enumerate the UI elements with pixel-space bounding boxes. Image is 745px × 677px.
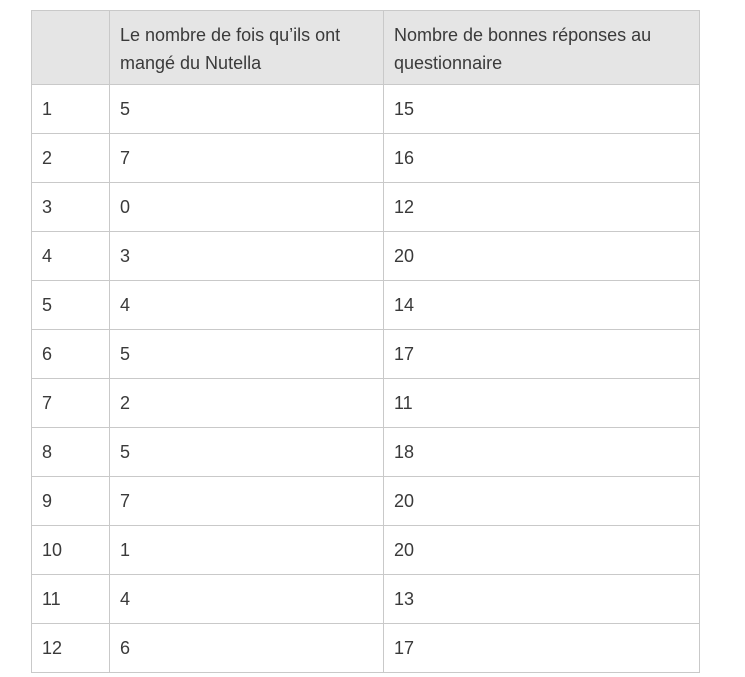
correct-answers-cell: 15 [384, 85, 700, 134]
table-row [32, 281, 700, 330]
table-row [32, 575, 700, 624]
row-index-cell: 2 [32, 134, 110, 183]
nutella-count-cell: 0 [110, 183, 384, 232]
nutella-count-cell: 4 [110, 575, 384, 624]
correct-answers-cell: 18 [384, 428, 700, 477]
header-row [32, 11, 700, 85]
table-row [32, 624, 700, 673]
row-index-cell: 6 [32, 330, 110, 379]
nutella-count-cell: 3 [110, 232, 384, 281]
correct-answers-cell: 12 [384, 183, 700, 232]
table-body [32, 85, 700, 673]
correct-answers-cell: 14 [384, 281, 700, 330]
table-header [32, 11, 700, 85]
nutella-count-cell: 1 [110, 526, 384, 575]
correct-answers-cell: 20 [384, 526, 700, 575]
row-index-cell: 11 [32, 575, 110, 624]
nutella-count-cell: 2 [110, 379, 384, 428]
row-index-cell: 1 [32, 85, 110, 134]
table-row [32, 232, 700, 281]
correct-answers-cell: 13 [384, 575, 700, 624]
row-index-cell: 7 [32, 379, 110, 428]
table-row [32, 428, 700, 477]
table-row [32, 379, 700, 428]
correct-answers-cell: 20 [384, 477, 700, 526]
row-index-cell: 3 [32, 183, 110, 232]
row-index-cell: 10 [32, 526, 110, 575]
correct-answers-cell: 20 [384, 232, 700, 281]
table-row [32, 183, 700, 232]
correct-answers-cell: 17 [384, 624, 700, 673]
data-table [31, 10, 700, 673]
nutella-count-cell: 5 [110, 330, 384, 379]
correct-answers-cell: 16 [384, 134, 700, 183]
nutella-count-cell: 7 [110, 477, 384, 526]
table-row [32, 526, 700, 575]
table-row [32, 134, 700, 183]
row-index-cell: 4 [32, 232, 110, 281]
nutella-count-cell: 5 [110, 428, 384, 477]
nutella-count-cell: 6 [110, 624, 384, 673]
table-row [32, 85, 700, 134]
row-index-cell: 8 [32, 428, 110, 477]
row-index-cell: 12 [32, 624, 110, 673]
row-index-cell: 9 [32, 477, 110, 526]
correct-answers-cell: 11 [384, 379, 700, 428]
header-cell-correct-answers: Nombre de bonnes réponses au questionnaire [384, 11, 700, 85]
header-cell-index [32, 11, 110, 85]
nutella-count-cell: 7 [110, 134, 384, 183]
correct-answers-cell: 17 [384, 330, 700, 379]
nutella-count-cell: 4 [110, 281, 384, 330]
row-index-cell: 5 [32, 281, 110, 330]
table-row [32, 477, 700, 526]
header-cell-nutella-count: Le nombre de fois qu’ils ont mangé du Nutella [110, 11, 384, 85]
table-row [32, 330, 700, 379]
nutella-count-cell: 5 [110, 85, 384, 134]
